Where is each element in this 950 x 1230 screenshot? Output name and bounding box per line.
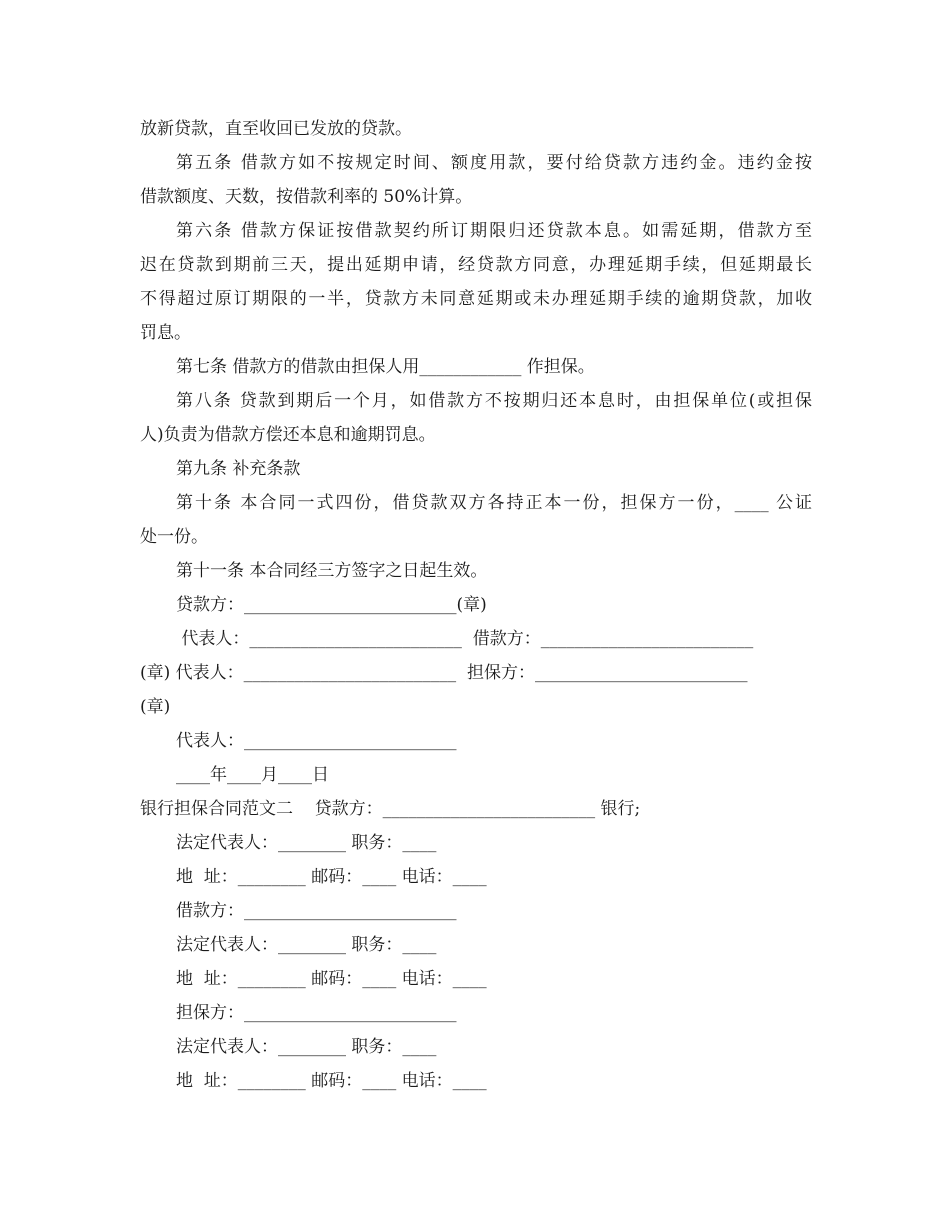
text-line: 迟在贷款到期前三天，提出延期申请，经贷款方同意，办理延期手续，但延期最长 [140,255,812,275]
clause-5-line: 第五条 借款方如不按规定时间、额度用款，要付给贷款方违约金。违约金按 [176,153,812,173]
clause-6-line: 第六条 借款方保证按借款契约所订期限归还贷款本息。如需延期，借款方至 [176,221,812,241]
text-line: (章) [140,697,171,717]
lender-address-line: 地 址：________ 邮码：____ 电话：____ [176,867,487,887]
clause-8-line: 第八条 贷款到期后一个月，如借款方不按期归还本息时，由担保单位(或担保 [176,391,812,411]
section-title-line: 银行担保合同范文二 贷款方：_________________________ 银行; [140,799,641,819]
guarantor-address-line: 地 址：________ 邮码：____ 电话：____ [176,1071,487,1091]
text-line: 不得超过原订期限的一半，贷款方未同意延期或未办理延期手续的逾期贷款，加收 [140,289,812,309]
lender-legal-rep-line: 法定代表人：________ 职务：____ [176,833,437,853]
borrower-signature-line: 代表人：_________________________ 借款方：_________________________ [176,629,754,649]
clause-10-line: 第十条 本合同一式四份，借贷款双方各持正本一份，担保方一份，____ 公证 [176,493,812,513]
text-line: 处一份。 [140,527,208,547]
clause-11-line: 第十一条 本合同经三方签字之日起生效。 [176,561,488,581]
guarantor-line: 担保方：_________________________ [176,1003,457,1023]
representative-line: 代表人：_________________________ [176,731,457,751]
text-line: 借款额度、天数，按借款利率的 50%计算。 [140,187,473,207]
clause-7-line: 第七条 借款方的借款由担保人用____________ 作担保。 [176,357,595,377]
borrower-legal-rep-line: 法定代表人：________ 职务：____ [176,935,437,955]
text-line: 人)负责为借款方偿还本息和逾期罚息。 [140,425,436,445]
guarantor-signature-line: (章) 代表人：_________________________ 担保方：_________________________ [140,663,748,683]
borrower-address-line: 地 址：________ 邮码：____ 电话：____ [176,969,487,989]
borrower-line: 借款方：_________________________ [176,901,457,921]
contract-page [140,112,812,1098]
text-line: 罚息。 [140,323,191,343]
date-line: ____年____月____日 [176,765,329,785]
guarantor-legal-rep-line: 法定代表人：________ 职务：____ [176,1037,437,1057]
lender-signature-line: 贷款方：_________________________(章) [176,595,487,615]
text-line: 放新贷款，直至收回已发放的贷款。 [140,119,412,139]
clause-9-line: 第九条 补充条款 [176,459,301,479]
